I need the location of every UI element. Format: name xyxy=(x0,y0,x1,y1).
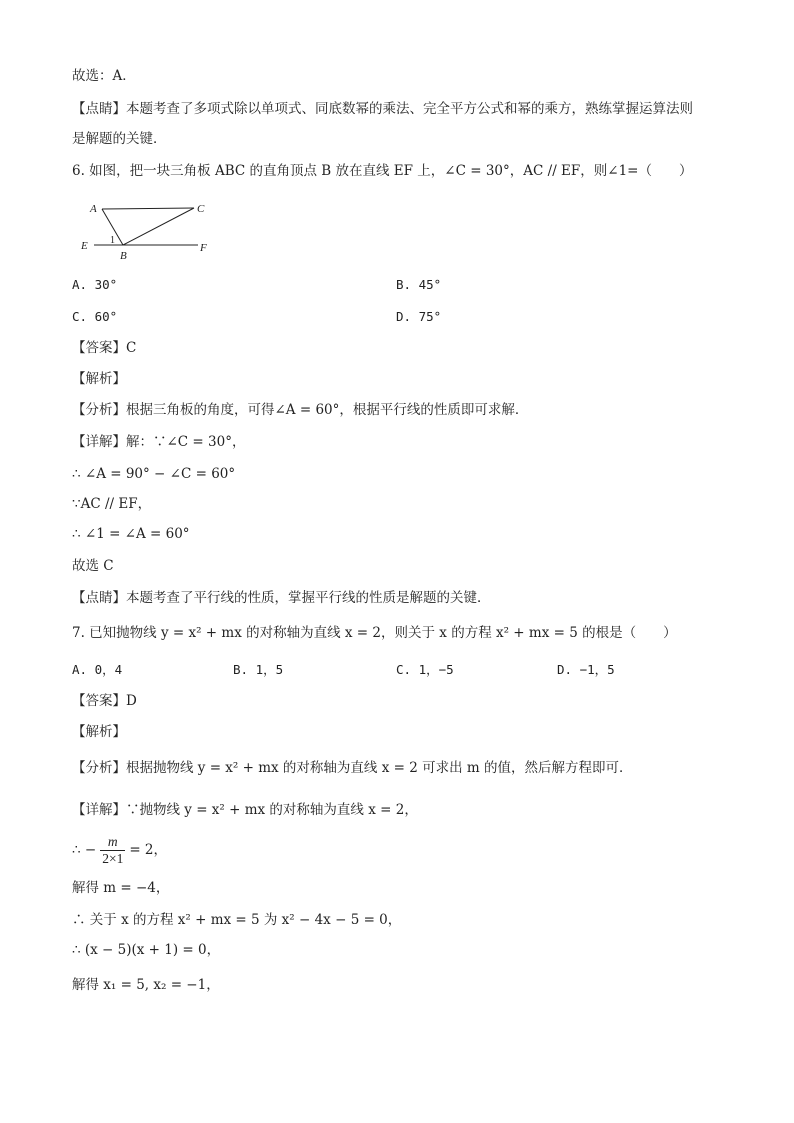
q6-detail: 【详解】解：∵∠C = 30°， xyxy=(72,434,246,450)
q6-option-b: B. 45° xyxy=(396,277,442,292)
q7-stem: 7. 已知抛物线 y = x² + mx 的对称轴为直线 x = 2，则关于 x 的方程 x² + mx = 5 的根是（ ） xyxy=(72,625,677,641)
q6-dianjing: 【点睛】本题考查了平行线的性质，掌握平行线的性质是解题的关键． xyxy=(72,590,491,606)
q5-choice: 故选：A． xyxy=(72,68,136,84)
q7-option-b: B. 1，5 xyxy=(233,662,284,677)
q7-option-a: A. 0，4 xyxy=(72,662,123,677)
side-ac xyxy=(102,208,194,209)
q7-analysis-label: 【解析】 xyxy=(72,724,126,740)
q6-step1: ∴ ∠A = 90° − ∠C = 60° xyxy=(72,466,236,482)
q6-option-d: D. 75° xyxy=(396,309,442,324)
label-b: B xyxy=(120,250,127,260)
label-angle-1: 1 xyxy=(110,235,115,246)
label-a: A xyxy=(90,203,97,215)
q5-dianjing-line1: 【点睛】本题考查了多项式除以单项式、同底数幂的乘法、完全平方公式和幂的乘方，熟练掌握运算法则 xyxy=(72,101,693,117)
q6-option-c: C. 60° xyxy=(72,309,118,324)
q7-option-d: D. −1，5 xyxy=(557,662,615,677)
fraction-prefix: ∴ − xyxy=(72,842,97,858)
side-bc xyxy=(123,208,194,245)
q7-detail: 【详解】∵抛物线 y = x² + mx 的对称轴为直线 x = 2， xyxy=(72,802,418,818)
q7-equation: ∴ 关于 x 的方程 x² + mx = 5 为 x² − 4x − 5 = 0， xyxy=(72,912,402,928)
label-e: E xyxy=(81,240,88,252)
q6-step2: ∵AC // EF， xyxy=(72,496,152,512)
q6-option-a: A. 30° xyxy=(72,277,118,292)
q6-stem: 6. 如图，把一块三角板 ABC 的直角顶点 B 放在直线 EF 上，∠C = 30°，AC // EF，则∠1=（ ） xyxy=(72,163,693,179)
label-c: C xyxy=(197,203,205,215)
q6-answer: 【答案】C xyxy=(72,340,137,356)
q7-factor: ∴ (x − 5)(x + 1) = 0， xyxy=(72,942,221,958)
q7-roots: 解得 x₁ = 5, x₂ = −1， xyxy=(72,977,220,993)
fraction xyxy=(100,834,125,867)
q6-choice: 故选 C xyxy=(72,558,114,574)
fraction-numerator: m xyxy=(100,834,125,851)
q5-dianjing-line2: 是解题的关键． xyxy=(72,131,167,147)
q7-option-c: C. 1，−5 xyxy=(396,662,454,677)
fraction-suffix: = 2， xyxy=(129,842,168,858)
q6-fenxi: 【分析】根据三角板的角度，可得∠A = 60°，根据平行线的性质即可求解． xyxy=(72,402,529,418)
q7-solve-m: 解得 m = −4， xyxy=(72,880,170,896)
label-f: F xyxy=(200,242,207,254)
q6-analysis-label: 【解析】 xyxy=(72,371,126,387)
q7-answer: 【答案】D xyxy=(72,693,137,709)
q7-fenxi: 【分析】根据抛物线 y = x² + mx 的对称轴为直线 x = 2 可求出 m 的值，然后解方程即可． xyxy=(72,760,633,776)
fraction-denominator: 2×1 xyxy=(102,851,124,866)
q7-fraction-line xyxy=(72,834,167,867)
triangle-figure xyxy=(72,196,222,260)
q6-step3: ∴ ∠1 = ∠A = 60° xyxy=(72,526,190,542)
